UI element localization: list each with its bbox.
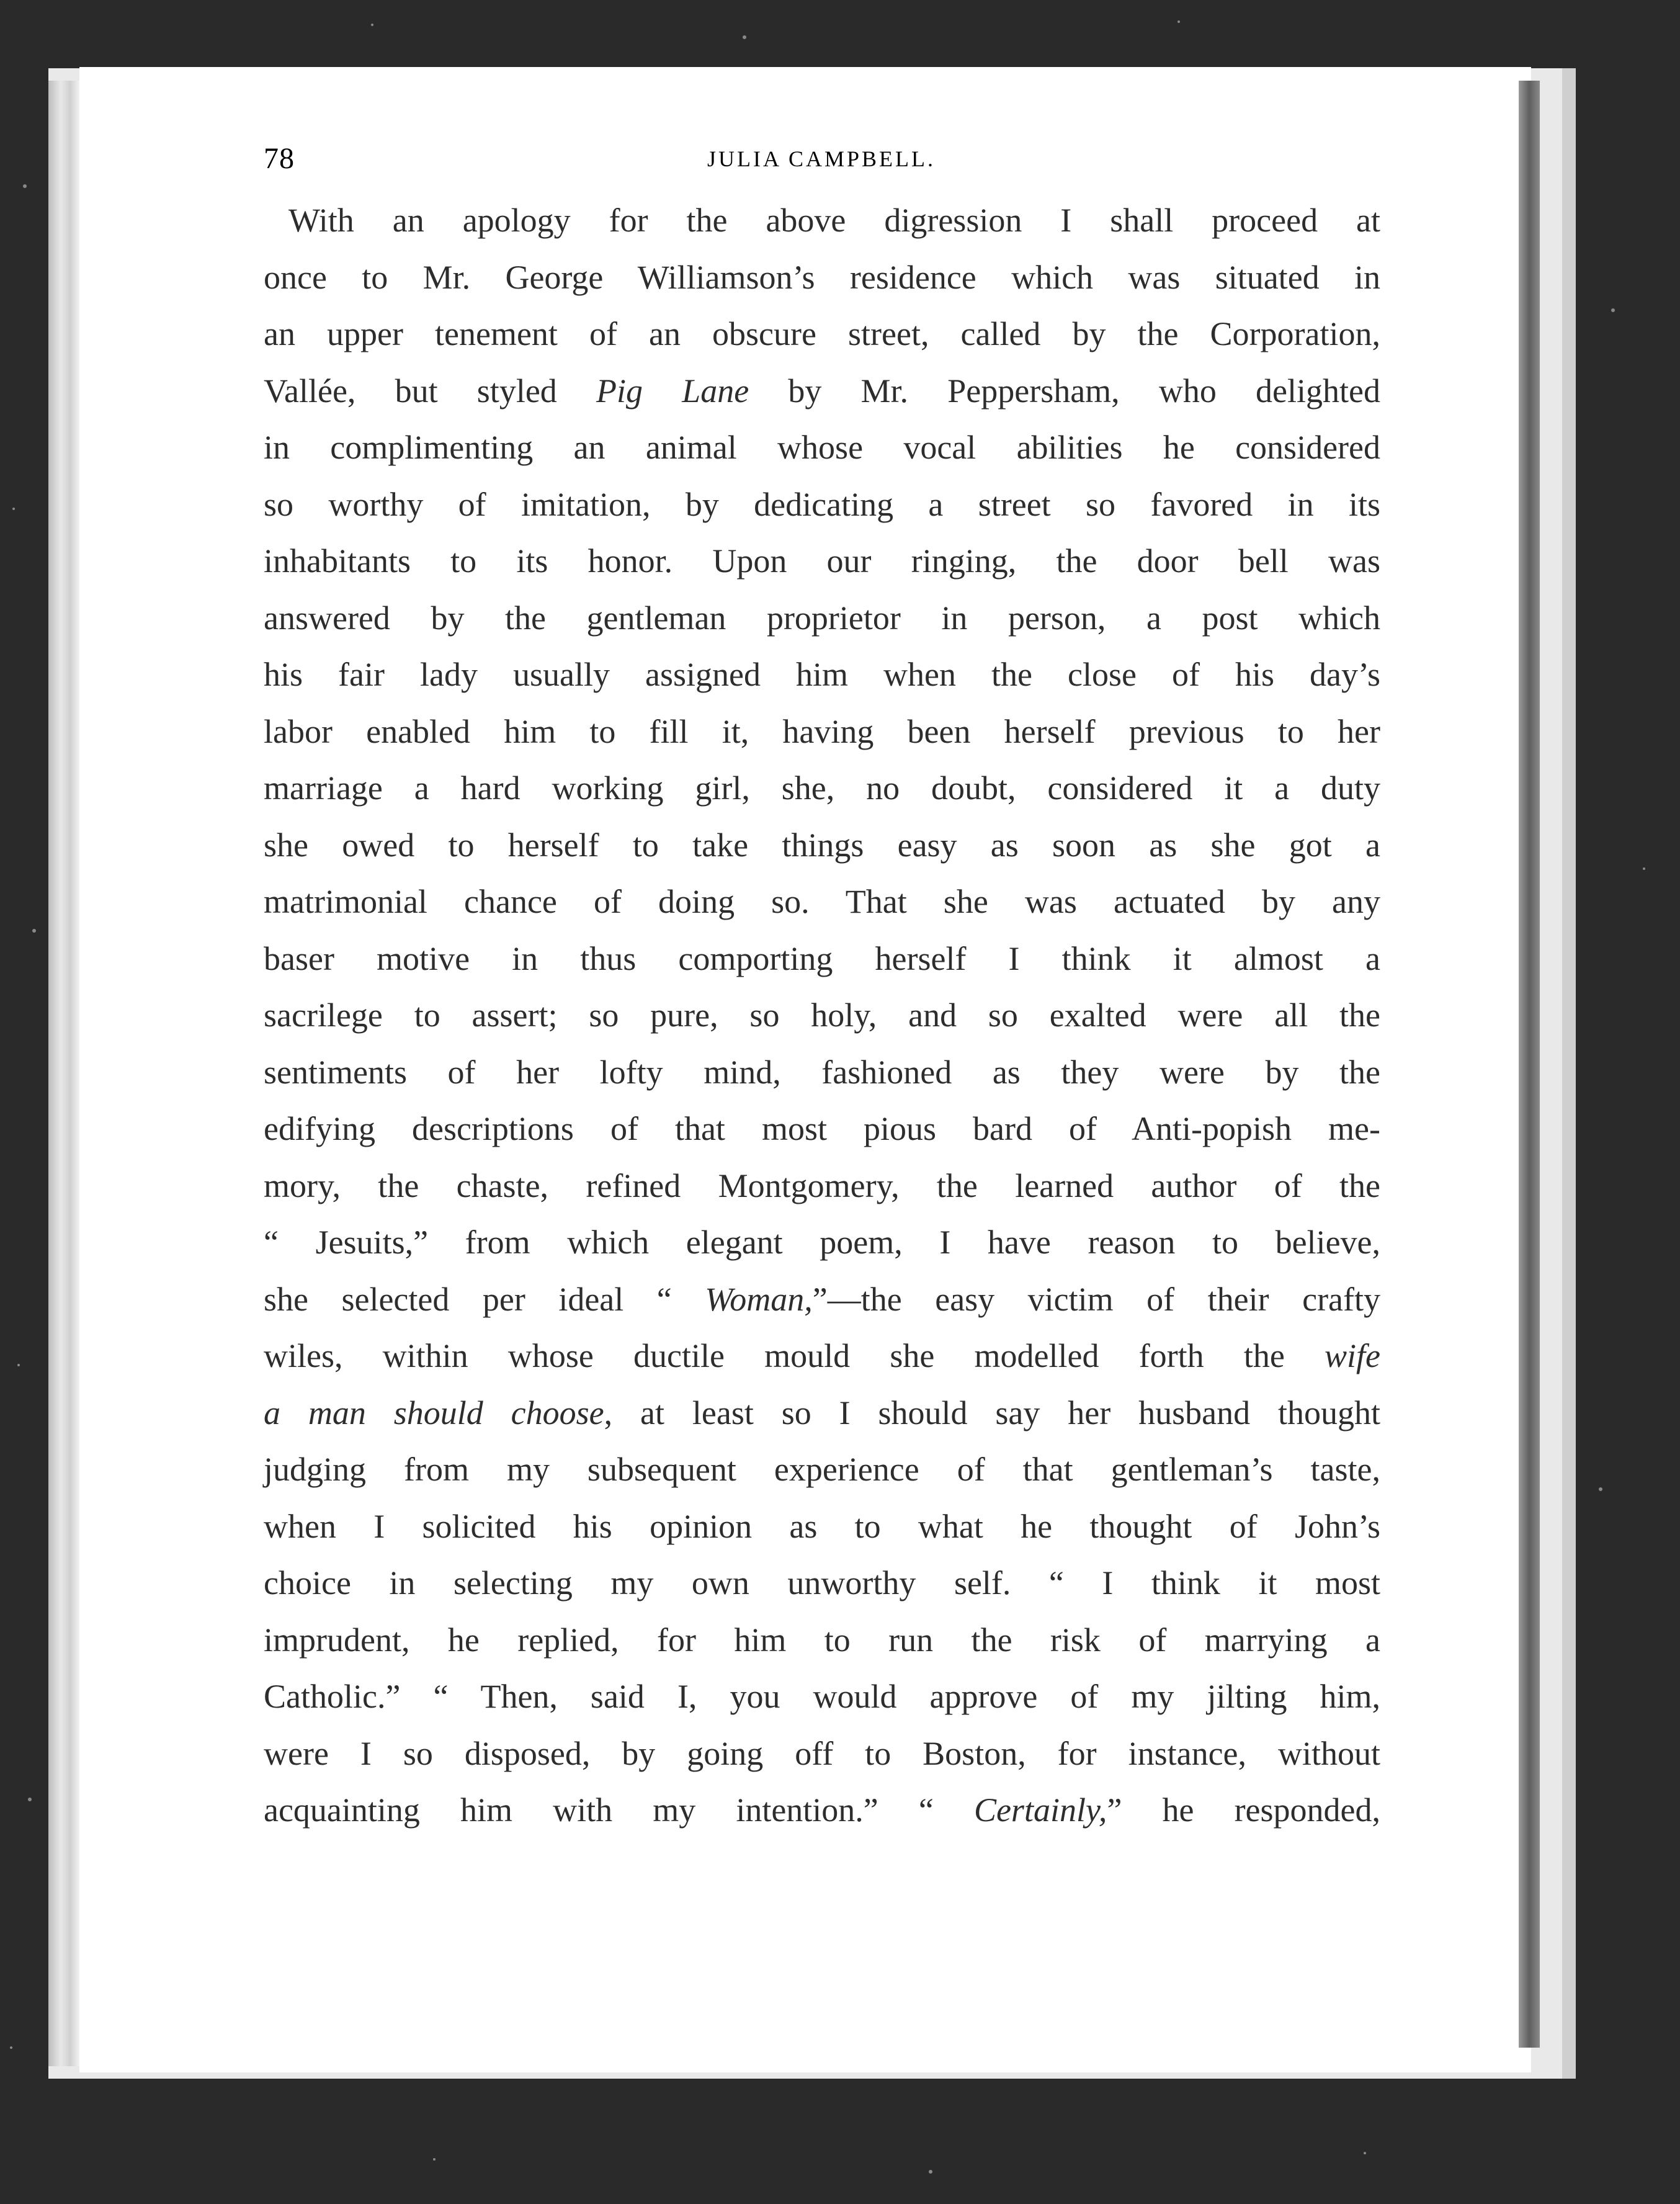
text-line — [264, 1101, 1380, 1158]
text-segment: once to Mr. George Williamson’s residence which was situated in — [264, 258, 1380, 296]
book-spine-shadow — [1519, 81, 1540, 2048]
text-line — [264, 306, 1380, 363]
text-segment: matrimonial chance of doing so. That she was actuated by any — [264, 883, 1380, 920]
text-segment: his fair lady usually assigned him when the close of his day’s — [264, 656, 1380, 693]
text-segment: so worthy of imitation, by dedicating a street so favored in its — [264, 485, 1380, 523]
text-line — [264, 760, 1380, 817]
text-line — [264, 1441, 1380, 1498]
text-line — [264, 590, 1380, 647]
body-text — [264, 192, 1380, 1839]
text-line — [264, 1498, 1380, 1556]
text-segment: mory, the chaste, refined Montgomery, the learned author of the — [264, 1167, 1380, 1204]
text-line — [264, 874, 1380, 931]
text-segment: choice in selecting my own unworthy self. “ I think it most — [264, 1564, 1380, 1601]
text-line — [264, 931, 1380, 988]
page-number: 78 — [264, 142, 295, 175]
italic-text: wife — [1325, 1337, 1380, 1374]
text-line — [264, 477, 1380, 534]
text-segment: acquainting him with my intention.” “ — [264, 1791, 974, 1829]
text-segment: baser motive in thus comporting herself I think it almost a — [264, 939, 1380, 977]
text-segment: she selected per ideal “ — [264, 1280, 705, 1318]
text-segment: Vallée, but styled — [264, 372, 596, 410]
italic-text: Certainly, — [973, 1791, 1107, 1829]
text-segment: labor enabled him to fill it, having been herself previous to her — [264, 712, 1380, 750]
italic-text: Pig Lane — [596, 372, 749, 410]
text-line — [264, 1669, 1380, 1726]
text-line — [264, 817, 1380, 874]
text-segment: marriage a hard working girl, she, no doubt, considered it a duty — [264, 769, 1380, 807]
text-line — [264, 1612, 1380, 1669]
running-head: JULIA CAMPBELL. — [707, 146, 936, 171]
text-segment: wiles, within whose ductile mould she modelled forth the — [264, 1337, 1325, 1374]
text-line — [264, 1271, 1380, 1328]
text-line — [264, 1328, 1380, 1385]
text-segment: when I solicited his opinion as to what he thought of John’s — [264, 1507, 1380, 1545]
text-line — [264, 1044, 1380, 1101]
text-segment: by Mr. Peppersham, who delighted — [749, 372, 1380, 410]
text-segment: an upper tenement of an obscure street, called by the Corporation, — [264, 315, 1380, 352]
text-line — [264, 419, 1380, 477]
text-segment: With an apology for the above digression I shall proceed at — [288, 202, 1380, 239]
text-line — [264, 1385, 1380, 1442]
text-line — [264, 987, 1380, 1044]
text-line — [264, 363, 1380, 420]
text-segment: judging from my subsequent experience of that gentleman’s taste, — [264, 1451, 1380, 1488]
text-segment: inhabitants to its honor. Upon our ringing, the door bell was — [264, 542, 1380, 580]
text-segment: she owed to herself to take things easy as soon as she got a — [264, 826, 1380, 864]
text-segment: answered by the gentleman proprietor in person, a post which — [264, 599, 1380, 637]
italic-text: Woman, — [705, 1280, 813, 1318]
text-segment: Catholic.” “ Then, said I, you would approve of my jilting him, — [264, 1678, 1380, 1715]
text-line — [264, 1555, 1380, 1612]
text-line — [264, 1158, 1380, 1215]
text-segment: sacrilege to assert; so pure, so holy, and so exalted were all the — [264, 997, 1380, 1034]
text-segment: sentiments of her lofty mind, fashioned as they were by the — [264, 1053, 1380, 1091]
text-segment: were I so disposed, by going off to Boston, for instance, without — [264, 1734, 1380, 1772]
text-segment: , at least so I should say her husband thought — [604, 1394, 1380, 1431]
text-segment: imprudent, he replied, for him to run the risk of marrying a — [264, 1621, 1380, 1659]
text-line — [264, 1782, 1380, 1839]
text-segment: edifying descriptions of that most pious bard of Anti-popish me- — [264, 1110, 1380, 1147]
text-line — [264, 704, 1380, 761]
text-line — [264, 647, 1380, 704]
text-segment: ” he responded, — [1107, 1791, 1381, 1829]
text-line — [264, 1726, 1380, 1783]
text-line — [264, 1214, 1380, 1271]
page-edge-left — [48, 81, 79, 2066]
text-line — [264, 533, 1380, 590]
text-segment: “ Jesuits,” from which elegant poem, I have reason to believe, — [264, 1224, 1380, 1261]
text-line — [264, 249, 1380, 307]
italic-text: a man should choose — [264, 1394, 604, 1431]
text-line — [264, 192, 1380, 249]
text-segment: ”—the easy victim of their crafty — [812, 1280, 1380, 1318]
text-segment: in complimenting an animal whose vocal abilities he considered — [264, 429, 1380, 466]
